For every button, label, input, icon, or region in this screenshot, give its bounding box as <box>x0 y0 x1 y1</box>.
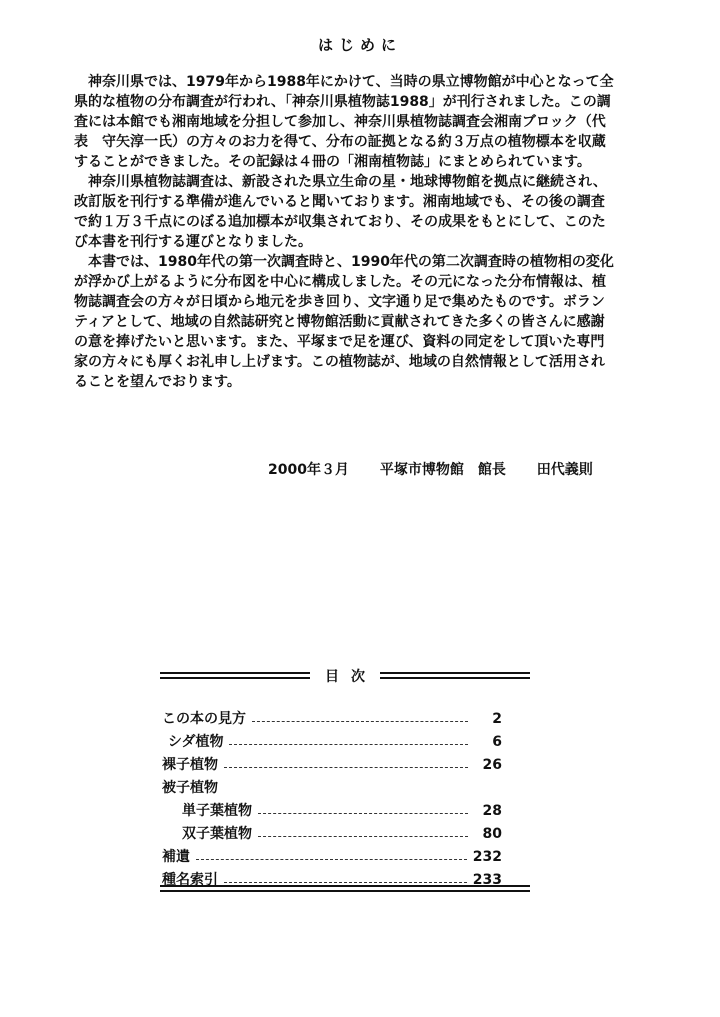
toc-entry-page: 28 <box>482 803 502 819</box>
toc-entry-label: 被子植物 <box>162 780 218 796</box>
toc-leader-dots <box>224 882 467 883</box>
toc-entry-label: この本の見方 <box>162 711 246 727</box>
toc-entry-gymnosperms[interactable] <box>162 754 502 777</box>
signature-date: 2000年３月 <box>268 462 349 478</box>
table-of-contents <box>162 708 502 892</box>
preface-paragraph-1: 神奈川県では、1979年から1988年にかけて、当時の県立博物館が中心となって全県的な植物の分布調査が行われ、「神奈川県植物誌1988」が刊行されました。この調査には本館でも湘南地域を分担して参加し、神奈川県植物誌調査会湘南ブロック（代表 守矢淳一氏）の方々のお力を得て、分布の証拠となる約３万点の植物標本を収蔵することができました。その記録は４冊の「湘南植物誌」にまとめられています。 <box>74 74 614 170</box>
toc-entry-label: シダ植物 <box>168 734 224 750</box>
toc-leader-dots <box>229 744 468 745</box>
toc-entry-label: 裸子植物 <box>162 757 218 773</box>
toc-leader-dots <box>224 767 468 768</box>
toc-footer-rule <box>160 885 530 893</box>
signature-line <box>268 459 593 479</box>
toc-rule-right <box>380 672 530 680</box>
page-heading: はじめに <box>317 36 402 54</box>
toc-entry-label: 種名索引 <box>162 872 218 888</box>
toc-entry-label: 単子葉植物 <box>182 803 252 819</box>
toc-entry-ferns[interactable] <box>162 731 502 754</box>
toc-entry-page: 80 <box>482 826 502 842</box>
toc-entry-page: 2 <box>492 711 502 727</box>
preface-paragraph-3: 本書では、1980年代の第一次調査時と、1990年代の第二次調査時の植物相の変化が浮かび上がるように分布図を中心に構成しました。その元になった分布情報は、植物誌調査会の方々が日頃から地元を歩き回り、文字通り足で集めたものです。ボランティアとして、地域の自然誌研究と博物館活動に貢献されてきた多くの皆さんに感謝の意を捧げたいと思います。また、平塚まで足を運び、資料の同定をして頂いた専門家の方々にも厚くお礼申し上げます。この植物誌が、地域の自然情報として活用されることを望んでおります。 <box>74 254 614 390</box>
preface-paragraph-2: 神奈川県植物誌調査は、新設された県立生命の星・地球博物館を拠点に継続され、改訂版を刊行する準備が進んでいると聞いております。湘南地域でも、その後の調査で約１万３千点にのぼる追加標本が収集されており、その成果をもとにして、このたび本書を刊行する運びとなりました。 <box>74 174 607 250</box>
toc-leader-dots <box>196 859 467 860</box>
toc-entry-page: 232 <box>472 849 502 865</box>
toc-entry-angiosperms <box>162 777 502 800</box>
preface-text <box>74 72 614 392</box>
signature-org: 平塚市博物館 館長 <box>379 462 506 478</box>
toc-leader-dots <box>252 721 468 722</box>
toc-rule-left <box>160 672 310 680</box>
toc-leader-dots <box>258 813 468 814</box>
toc-entry-dicots[interactable] <box>162 823 502 846</box>
toc-entry-page: 6 <box>492 734 502 750</box>
toc-leader-dots <box>258 836 468 837</box>
toc-header <box>160 666 530 686</box>
toc-title: 目次 <box>325 669 377 685</box>
toc-entry-label: 補遺 <box>162 849 190 865</box>
toc-entry-page: 233 <box>472 872 502 888</box>
signature-name: 田代義則 <box>536 462 593 478</box>
toc-entry-supplement[interactable] <box>162 846 502 869</box>
toc-entry-monocots[interactable] <box>162 800 502 823</box>
toc-entry-page: 26 <box>482 757 502 773</box>
toc-entry-how-to-read[interactable] <box>162 708 502 731</box>
toc-entry-label: 双子葉植物 <box>182 826 252 842</box>
